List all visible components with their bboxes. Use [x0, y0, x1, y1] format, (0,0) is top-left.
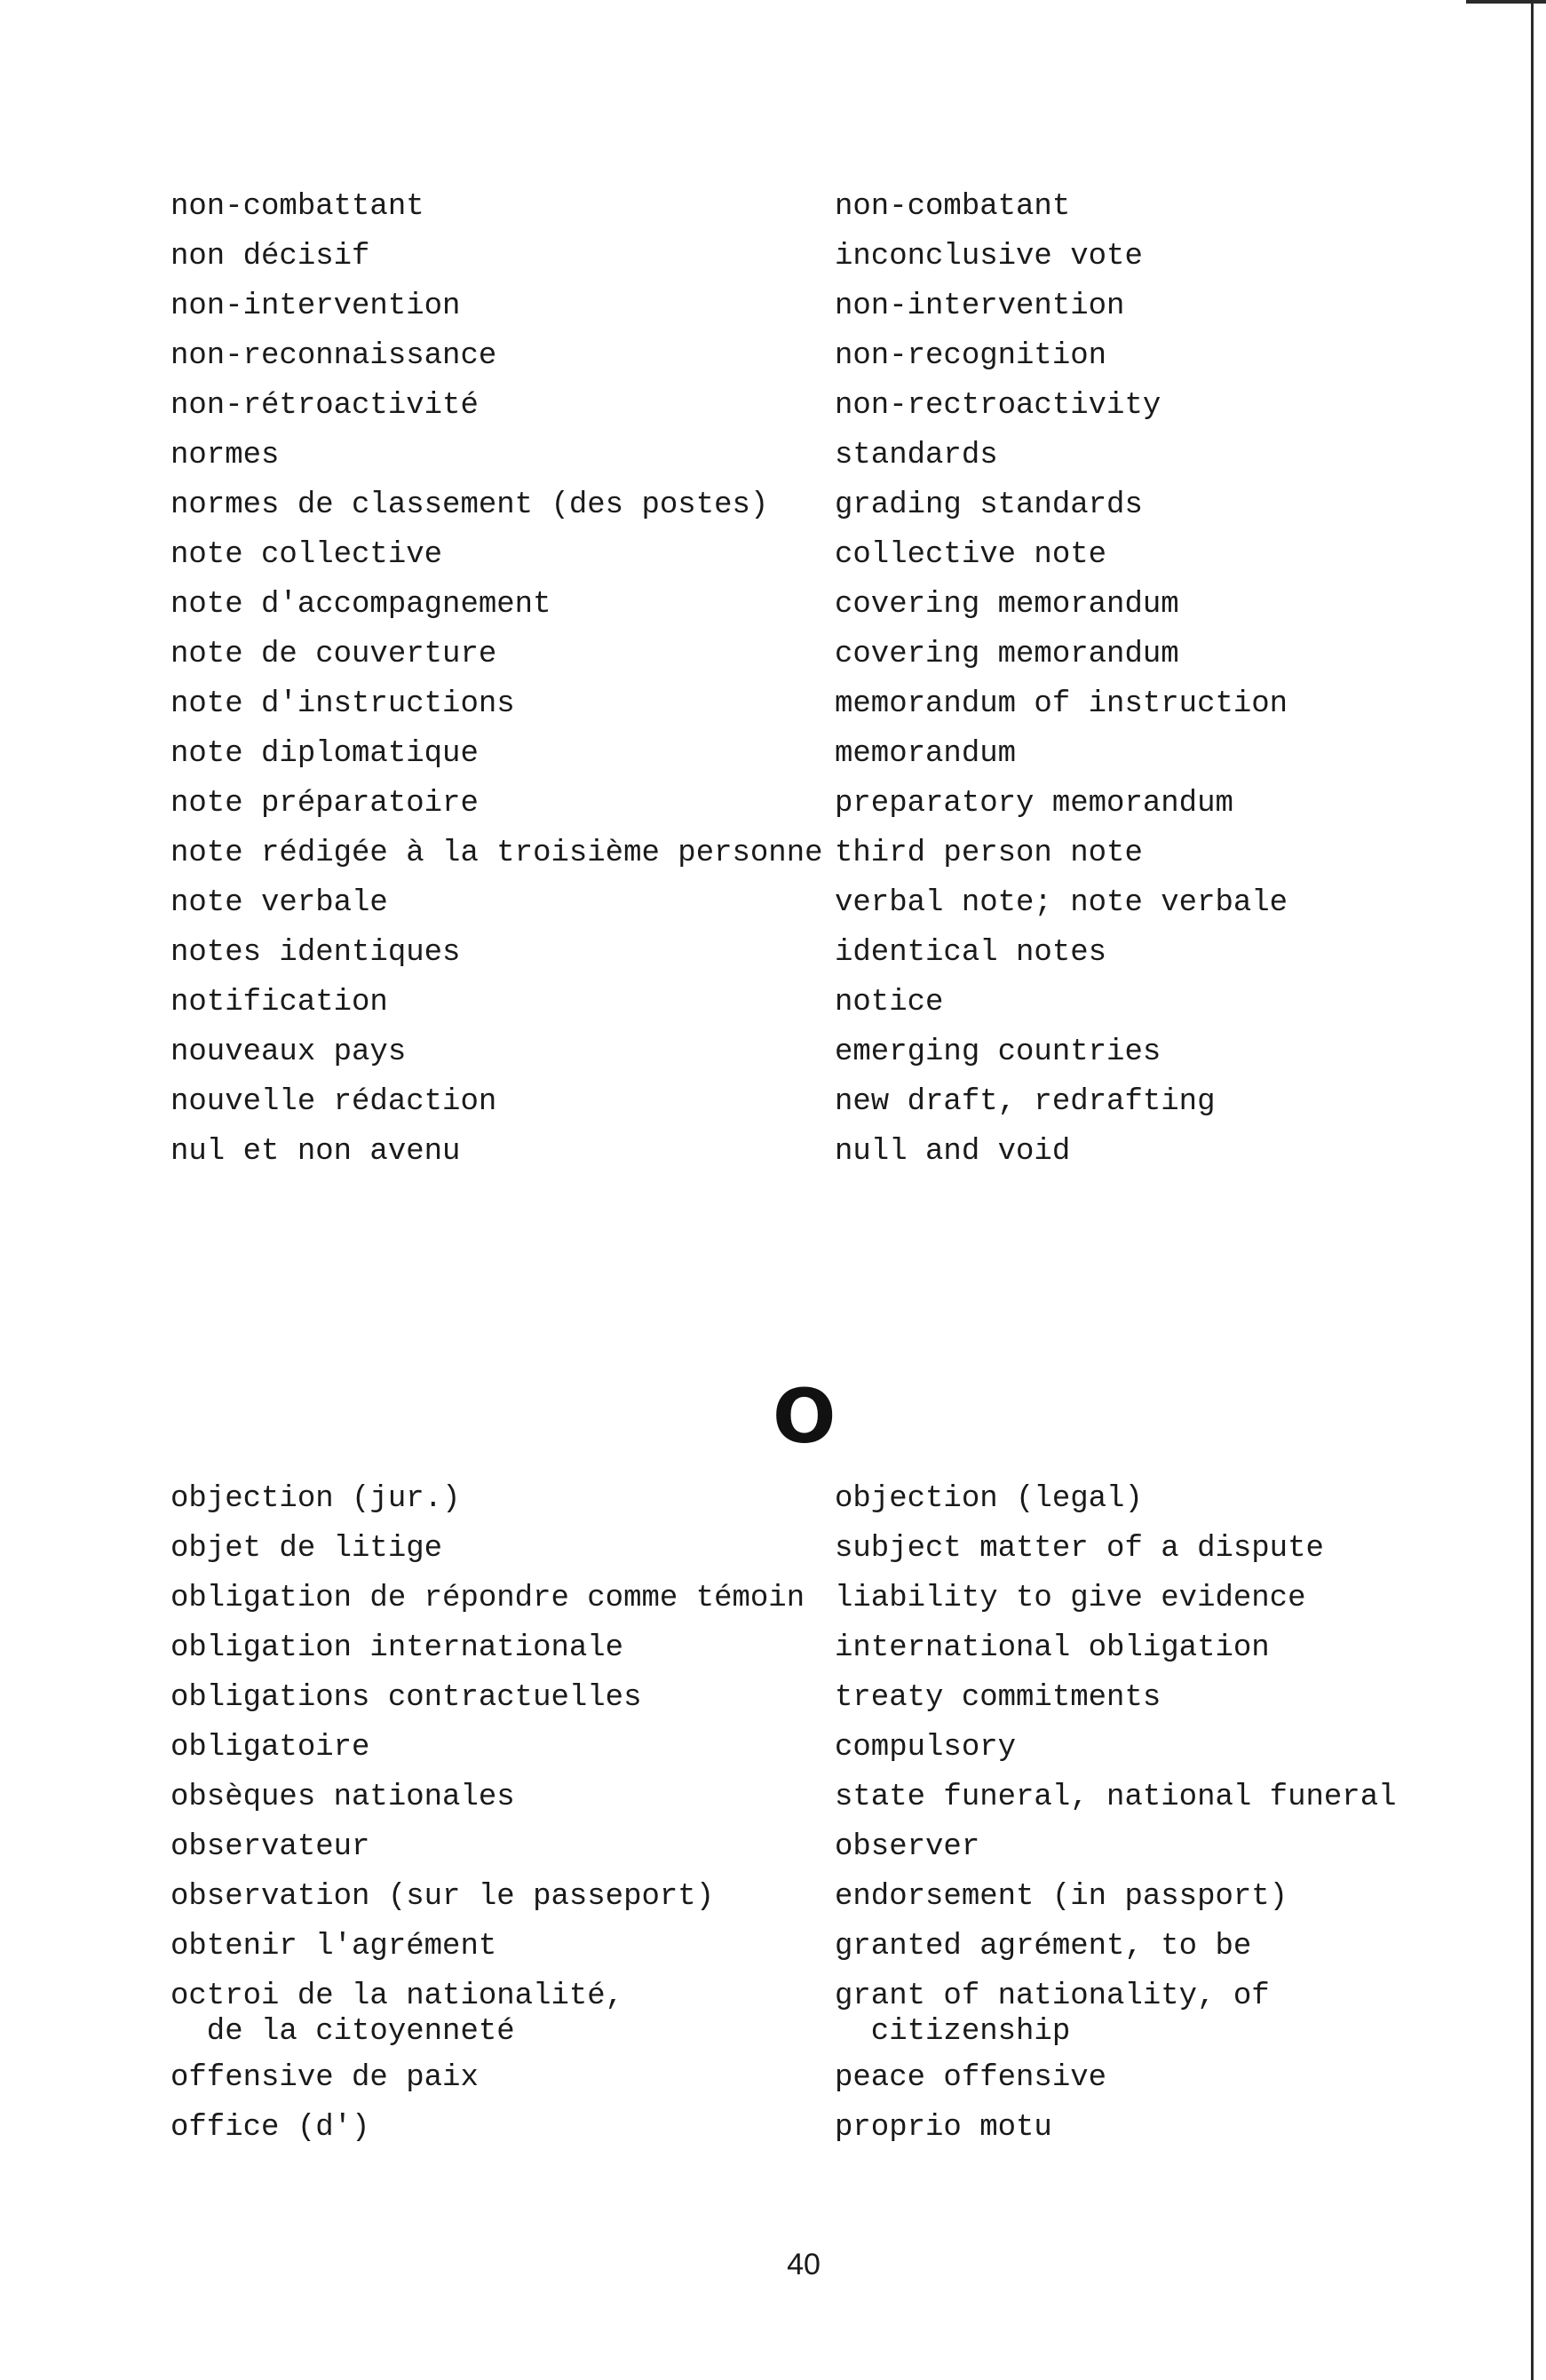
- glossary-entry: [0, 1084, 1546, 1134]
- french-term: note de couverture: [170, 638, 497, 671]
- english-term: peace offensive: [835, 2061, 1107, 2095]
- french-term: notes identiques: [170, 936, 461, 970]
- french-term: offensive de paix: [170, 2061, 479, 2095]
- english-term: liability to give evidence: [835, 1582, 1306, 1615]
- french-term: obligatoire: [170, 1731, 370, 1765]
- english-term: international obligation: [835, 1631, 1270, 1665]
- glossary-entry: [0, 1630, 1546, 1680]
- french-term: nouvelle rédaction: [170, 1085, 497, 1119]
- english-term: grant of nationality, of citizenship: [835, 1979, 1270, 2049]
- french-term: objet de litige: [170, 1532, 443, 1566]
- glossary-entry: [0, 338, 1546, 388]
- glossary-entry: [0, 2110, 1546, 2160]
- glossary-entry: [0, 985, 1546, 1035]
- french-term: obligation de répondre comme témoin: [170, 1582, 805, 1615]
- top-rule: [1466, 0, 1546, 4]
- glossary-entry: [0, 537, 1546, 587]
- english-term: notice: [835, 986, 944, 1019]
- letter-heading: O: [773, 1373, 836, 1460]
- english-term: non-intervention: [835, 290, 1125, 323]
- glossary-entry: [0, 686, 1546, 736]
- french-term: non-intervention: [170, 290, 461, 323]
- english-term: null and void: [835, 1135, 1071, 1169]
- french-term: obligation internationale: [170, 1631, 624, 1665]
- english-term: subject matter of a dispute: [835, 1532, 1324, 1566]
- english-term: covering memorandum: [835, 588, 1179, 622]
- english-term: third person note: [835, 837, 1143, 870]
- glossary-entry: [0, 637, 1546, 686]
- english-term: objection (legal): [835, 1482, 1143, 1516]
- glossary-entry: [0, 289, 1546, 338]
- glossary-entry: [0, 736, 1546, 786]
- glossary-entry: [0, 1035, 1546, 1084]
- glossary-entry: [0, 189, 1546, 239]
- glossary-entry: [0, 1134, 1546, 1184]
- page-number: 40: [787, 2248, 821, 2281]
- glossary-entry: [0, 1531, 1546, 1581]
- english-term: standards: [835, 439, 998, 472]
- english-term: inconclusive vote: [835, 240, 1143, 274]
- french-term: notification: [170, 986, 388, 1019]
- english-term: non-rectroactivity: [835, 389, 1161, 423]
- english-term: non-combatant: [835, 190, 1071, 224]
- glossary-entry: [0, 388, 1546, 438]
- glossary-entry: [0, 239, 1546, 289]
- french-term: non-combattant: [170, 190, 424, 224]
- glossary-entry: [0, 786, 1546, 836]
- english-term: preparatory memorandum: [835, 787, 1233, 821]
- english-term: granted agrément, to be: [835, 1930, 1252, 1964]
- english-term: endorsement (in passport): [835, 1880, 1288, 1914]
- glossary-entry: [0, 935, 1546, 985]
- glossary-entry: [0, 1680, 1546, 1730]
- french-term: note d'accompagnement: [170, 588, 551, 622]
- glossary-entry: [0, 1929, 1546, 1979]
- glossary-entry: [0, 1829, 1546, 1879]
- english-term: state funeral, national funeral: [835, 1781, 1397, 1814]
- french-term: objection (jur.): [170, 1482, 461, 1516]
- french-term: obtenir l'agrément: [170, 1930, 497, 1964]
- glossary-entry: [0, 587, 1546, 637]
- english-term: non-recognition: [835, 339, 1107, 373]
- french-term: octroi de la nationalité, de la citoyenneté: [170, 1979, 624, 2049]
- french-term: note verbale: [170, 886, 388, 920]
- french-term: non-reconnaissance: [170, 339, 497, 373]
- french-term: nul et non avenu: [170, 1135, 461, 1169]
- glossary-entry: [0, 836, 1546, 885]
- english-term: observer: [835, 1830, 980, 1864]
- french-term: note collective: [170, 538, 443, 572]
- glossary-entry: [0, 1581, 1546, 1630]
- french-term: note préparatoire: [170, 787, 479, 821]
- glossary-entry: [0, 488, 1546, 537]
- english-term: memorandum: [835, 737, 1017, 771]
- english-term: covering memorandum: [835, 638, 1179, 671]
- french-term: nouveaux pays: [170, 1035, 407, 1069]
- french-term: obligations contractuelles: [170, 1681, 642, 1715]
- english-term: emerging countries: [835, 1035, 1161, 1069]
- english-term: proprio motu: [835, 2111, 1052, 2145]
- glossary-entry: [0, 1780, 1546, 1829]
- glossary-entry: [0, 1730, 1546, 1780]
- english-term: identical notes: [835, 936, 1107, 970]
- french-term: note rédigée à la troisième personne: [170, 837, 823, 870]
- glossary-entry: [0, 1481, 1546, 1531]
- glossary-entry: [0, 885, 1546, 935]
- french-term: non-rétroactivité: [170, 389, 479, 423]
- english-term: new draft, redrafting: [835, 1085, 1216, 1119]
- french-term: note diplomatique: [170, 737, 479, 771]
- french-term: obsèques nationales: [170, 1781, 515, 1814]
- english-term: verbal note; note verbale: [835, 886, 1288, 920]
- glossary-entry: [0, 2060, 1546, 2110]
- english-term: memorandum of instruction: [835, 687, 1288, 721]
- english-term: treaty commitments: [835, 1681, 1161, 1715]
- french-term: note d'instructions: [170, 687, 515, 721]
- french-term: observateur: [170, 1830, 370, 1864]
- english-term: collective note: [835, 538, 1107, 572]
- french-term: normes: [170, 439, 280, 472]
- french-term: observation (sur le passeport): [170, 1880, 715, 1914]
- french-term: normes de classement (des postes): [170, 488, 769, 522]
- french-term: office (d'): [170, 2111, 370, 2145]
- french-term: non décisif: [170, 240, 370, 274]
- english-term: grading standards: [835, 488, 1143, 522]
- glossary-entry: [0, 1879, 1546, 1929]
- english-term: compulsory: [835, 1731, 1017, 1765]
- glossary-entry: [0, 1979, 1546, 2060]
- glossary-entry: [0, 438, 1546, 488]
